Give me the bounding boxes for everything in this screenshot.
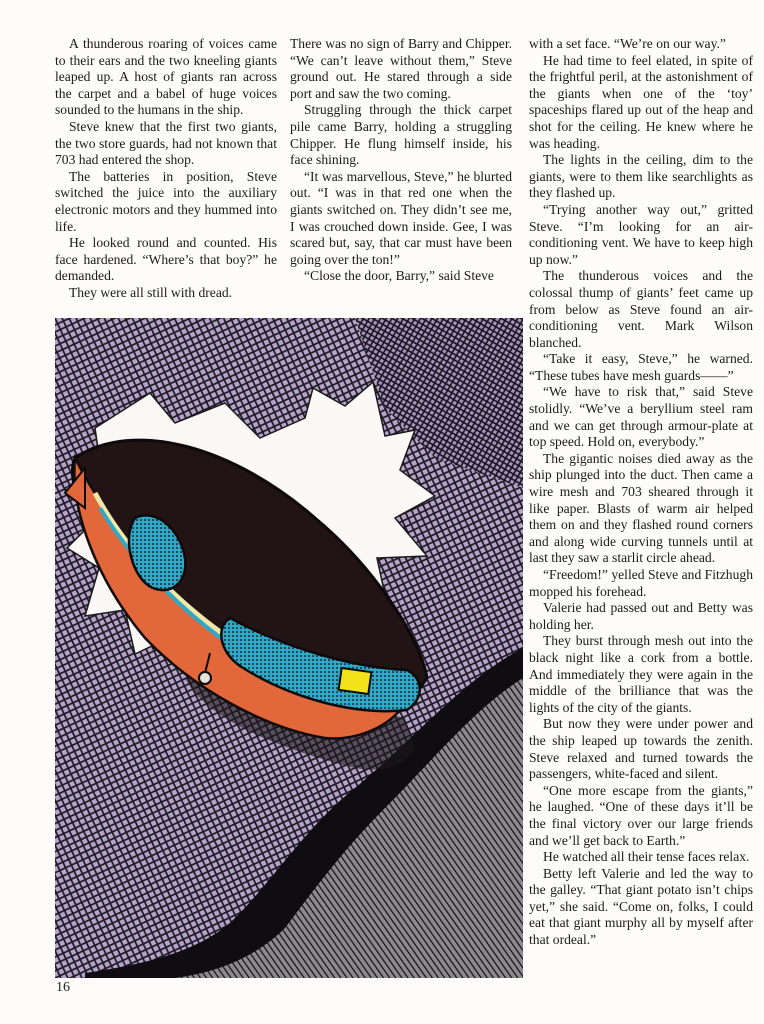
text-column-1 xyxy=(55,36,277,302)
ship-window xyxy=(339,668,372,694)
paragraph: Steve knew that the first two giants, the two store guards, had not known that 703 had entered the shop. xyxy=(55,118,277,168)
paragraph: “Close the door, Barry,” said Steve xyxy=(304,268,494,284)
text-column-3 xyxy=(529,36,753,949)
page-number: 16 xyxy=(56,980,70,995)
paragraph: There was no sign of Barry and Chipper. “We can’t leave without them,” Steve ground out. He stared through a side port and saw the two coming. xyxy=(290,36,512,101)
paragraph: They were all still with dread. xyxy=(69,284,233,300)
paragraph: He watched all their tense faces relax. xyxy=(543,849,750,865)
paragraph: The batteries in position, Steve switched the juice into the auxiliary electronic motors and they hummed into life. xyxy=(55,168,277,234)
paragraph: The lights in the ceiling, dim to the giants, were to them like searchlights as they flashed up. xyxy=(529,152,753,201)
paragraph: Struggling through the thick carpet pile came Barry, holding a struggling Chipper. He flung himself inside, his face shining. xyxy=(290,102,512,168)
paragraph: A thunderous roaring of voices came to their ears and the two kneeling giants leaped up. A host of giants ran across the carpet and a babel of huge voices sounded to the humans in the ship. xyxy=(55,36,277,118)
paragraph: Valerie had passed out and Betty was holding her. xyxy=(529,600,753,632)
spaceship-illustration xyxy=(55,318,523,978)
paragraph: “It was marvellous, Steve,” he blurted out. “I was in that red one when the giants switched on. They didn’t see me, I was crouched down inside. Gee, I was scared but, say, that car must have been going over the ton!” xyxy=(290,168,512,267)
paragraph: They burst through mesh out into the black night like a cork from a bottle. And immediately they were again in the middle of the brilliance that was the lights of the city of the giants. xyxy=(529,633,753,715)
paragraph: “Freedom!” yelled Steve and Fitzhugh mopped his forehead. xyxy=(529,567,753,599)
paragraph: The gigantic noises died away as the ship plunged into the duct. Then came a wire mesh and 703 sheared through it like paper. Blasts of warm air helped them on and they flashed round corners and along wide curving tunnels until at last they saw a starlit circle ahead. xyxy=(529,450,753,566)
paragraph: “We have to risk that,” said Steve stolidly. “We’ve a beryllium steel ram and we can get through armour-plate at top speed. Hold on, everybody.” xyxy=(529,384,753,450)
paragraph: The thunderous voices and the colossal thump of giants’ feet came up from below as Steve found an air-conditioning vent. Mark Wilson blanched. xyxy=(529,268,753,350)
paragraph: “Trying another way out,” gritted Steve. “I’m looking for an air-conditioning vent. We have to keep high up now.” xyxy=(529,201,753,267)
paragraph: Betty left Valerie and led the way to the galley. “That giant potato isn’t chips yet,” she said. “Come on, folks, I could eat that giant murphy all by myself after that ordeal.” xyxy=(529,865,753,948)
paragraph: He looked round and counted. His face hardened. “Where’s that boy?” he demanded. xyxy=(55,235,277,284)
paragraph: “One more escape from the giants,” he laughed. “One of these days it’ll be the final victory over our large friends and we’ll get back to Earth.” xyxy=(529,782,753,848)
paragraph: with a set face. “We’re on our way.” xyxy=(529,36,726,51)
text-column-2 xyxy=(290,36,512,285)
paragraph: “Take it easy, Steve,” he warned. “These tubes have mesh guards——” xyxy=(529,351,753,383)
paragraph: But now they were under power and the ship leaped up towards the zenith. Steve relaxed and turned towards the passengers, white-faced and silent. xyxy=(529,716,753,782)
paragraph: He had time to feel elated, in spite of the frightful peril, at the astonishment of the giants when one of the ‘toy’ spaceships flared up out of the heap and shot for the ceiling. He knew where he was heading. xyxy=(529,52,753,151)
